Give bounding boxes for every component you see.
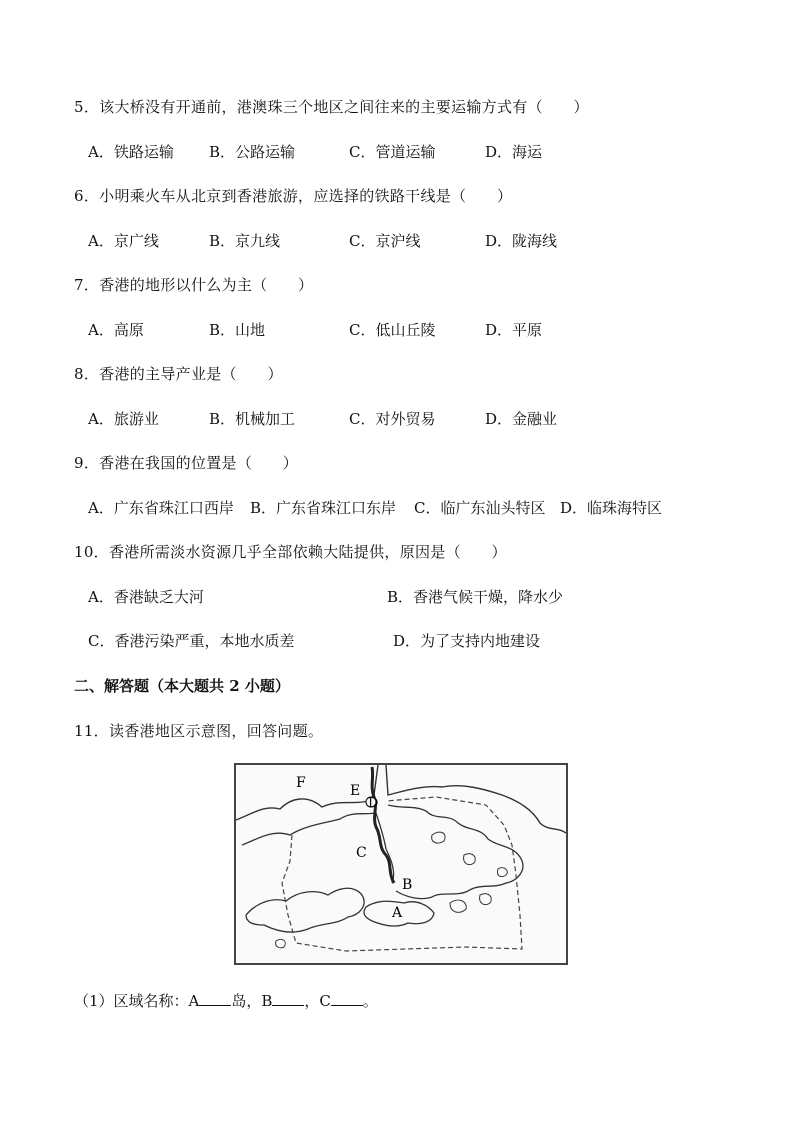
q10-option-b[interactable]: B．香港气候干燥，降水少 bbox=[387, 588, 564, 606]
q10-option-a[interactable]: A．香港缺乏大河 bbox=[88, 588, 204, 606]
q11-sub1-t2: ，C bbox=[304, 992, 331, 1010]
q11-sub1-prefix: （1）区域名称：A bbox=[74, 992, 200, 1010]
q9-option-d[interactable]: D．临珠海特区 bbox=[560, 499, 663, 517]
q6-option-c[interactable]: C．京沪线 bbox=[349, 232, 421, 250]
blank-b[interactable] bbox=[272, 991, 304, 1006]
section-title: 二、解答题（本大题共 2 小题） bbox=[74, 677, 290, 695]
q11-sub1 bbox=[74, 990, 378, 1011]
blank-c[interactable] bbox=[331, 991, 363, 1006]
map-label-a: A bbox=[392, 905, 403, 921]
question-9: 9．香港在我国的位置是（ ） bbox=[74, 454, 299, 472]
q9-option-c[interactable]: C．临广东汕头特区 bbox=[414, 499, 546, 517]
q7-option-d[interactable]: D．平原 bbox=[485, 321, 543, 339]
q9-option-b[interactable]: B．广东省珠江口东岸 bbox=[250, 499, 397, 517]
q10-option-c[interactable]: C．香港污染严重，本地水质差 bbox=[88, 632, 295, 650]
q8-option-d[interactable]: D．金融业 bbox=[485, 410, 558, 428]
q11-sub1-t1: 岛，B bbox=[231, 992, 273, 1010]
q5-option-d[interactable]: D．海运 bbox=[485, 143, 543, 161]
question-7: 7．香港的地形以什么为主（ ） bbox=[74, 276, 314, 294]
q5-option-a[interactable]: A．铁路运输 bbox=[88, 143, 174, 161]
q7-option-b[interactable]: B．山地 bbox=[209, 321, 266, 339]
q7-option-a[interactable]: A．高原 bbox=[88, 321, 144, 339]
q6-option-a[interactable]: A．京广线 bbox=[88, 232, 159, 250]
q8-option-a[interactable]: A．旅游业 bbox=[88, 410, 159, 428]
q7-option-c[interactable]: C．低山丘陵 bbox=[349, 321, 436, 339]
question-5: 5．该大桥没有开通前，港澳珠三个地区之间往来的主要运输方式有（ ） bbox=[74, 98, 589, 116]
q11-sub1-t3: 。 bbox=[362, 992, 378, 1010]
map-label-e: E bbox=[350, 783, 361, 799]
hong-kong-map bbox=[234, 763, 568, 965]
q8-option-b[interactable]: B．机械加工 bbox=[209, 410, 296, 428]
q5-option-c[interactable]: C．管道运输 bbox=[349, 143, 436, 161]
blank-a[interactable] bbox=[199, 991, 231, 1006]
map-label-c: C bbox=[356, 845, 367, 861]
question-6: 6．小明乘火车从北京到香港旅游，应选择的铁路干线是（ ） bbox=[74, 187, 513, 205]
map-label-f: F bbox=[296, 775, 306, 791]
q8-option-c[interactable]: C．对外贸易 bbox=[349, 410, 436, 428]
q6-option-b[interactable]: B．京九线 bbox=[209, 232, 281, 250]
map-label-d: D bbox=[368, 796, 379, 811]
q6-option-d[interactable]: D．陇海线 bbox=[485, 232, 558, 250]
q9-option-a[interactable]: A．广东省珠江口西岸 bbox=[88, 499, 234, 517]
q5-option-b[interactable]: B．公路运输 bbox=[209, 143, 296, 161]
map-label-b: B bbox=[402, 877, 413, 893]
question-11: 11．读香港地区示意图，回答问题。 bbox=[74, 722, 324, 740]
q10-option-d[interactable]: D．为了支持内地建设 bbox=[393, 632, 541, 650]
question-10: 10．香港所需淡水资源几乎全部依赖大陆提供，原因是（ ） bbox=[74, 543, 507, 561]
question-8: 8．香港的主导产业是（ ） bbox=[74, 365, 283, 383]
